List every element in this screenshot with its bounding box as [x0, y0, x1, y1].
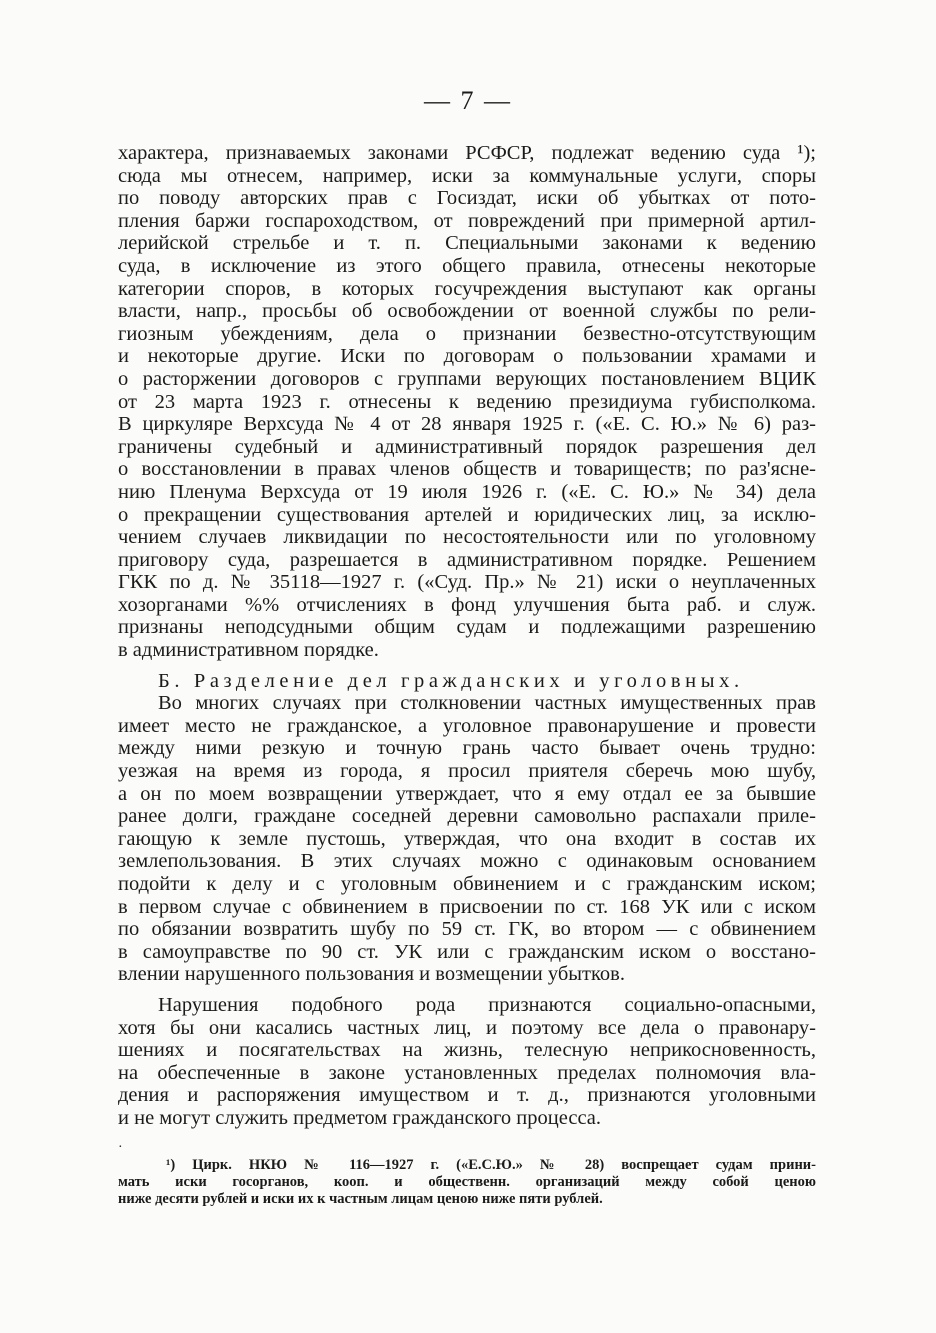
- text-line: дения и распоряжения имуществом и т. д., признаются уголовными: [118, 1084, 816, 1107]
- text-line: гиозным убеждениям, дела о признании безвестно-отсутствующим: [118, 322, 816, 345]
- paragraph-1: [118, 142, 816, 662]
- footnote-line: ниже десяти рублей и иски их к частным лицам ценою ниже пяти рублей.: [118, 1191, 603, 1208]
- text-line: о восстановлении в правах членов обществ и товариществ; по раз'ясне-: [118, 458, 816, 481]
- text-line: ГКК по д. № 35118—1927 г. («Суд. Пр.» № 21) иски о неуплаченных: [118, 571, 816, 594]
- text-line: на обеспеченные в законе установленных пределах полномочия вла-: [118, 1061, 816, 1084]
- main-text: [118, 142, 816, 1130]
- text-line: имеет место не гражданское, а уголовное правонарушение и провести: [118, 714, 816, 737]
- text-line: характера, признаваемых законами РСФСР, подлежат ведению суда ¹);: [118, 142, 816, 164]
- text-line: между ними резкую и точную грань часто бывает очень трудно:: [118, 737, 816, 760]
- text-line: в административном порядке.: [118, 639, 379, 662]
- text-line: нию Пленума Верхсуда от 19 июля 1926 г. («Е. С. Ю.» № 34) дела: [118, 480, 816, 503]
- text-line: влении нарушенного пользования и возмещении убытков.: [118, 963, 625, 986]
- footnote: [118, 1157, 816, 1209]
- section-heading: Б. Разделение дел гражданских и уголовных.: [158, 669, 744, 692]
- text-line: о расторжении договоров с группами верующих постановлением ВЦИК: [118, 367, 816, 390]
- text-line: хотя бы они касались частных лиц, и поэтому все дела о правонару-: [118, 1016, 816, 1039]
- text-line: чением случаев ликвидации по несостоятельности или по уголовному: [118, 526, 816, 549]
- text-line: сюда мы отнесем, например, иски за коммунальные услуги, споры: [118, 164, 816, 187]
- text-line: хозорганами %% отчислениях в фонд улучшения быта раб. и служ.: [118, 593, 816, 616]
- page-number: — 7 —: [424, 86, 512, 115]
- text-line: в самоуправстве по 90 ст. УК или с гражданским иском о восстано-: [118, 940, 816, 963]
- text-line: а он по моем возвращении утверждает, что я ему отдал ее за бывшие: [118, 782, 816, 805]
- text-line: о прекращении существования артелей и юридических лиц, за исклю-: [118, 503, 816, 526]
- text-line: власти, напр., просьбы об освобождении от военной службы по рели-: [118, 300, 816, 323]
- footnote-line: мать иски госорганов, кооп. и общественн. организаций между собой ценою: [118, 1174, 816, 1191]
- text-line: В циркуляре Верхсуда № 4 от 28 января 1925 г. («Е. С. Ю.» № 6) раз-: [118, 413, 816, 436]
- footnote-marker-dot: ·: [118, 1140, 123, 1155]
- text-line: граничены судебный и административный порядок разрешения дел: [118, 435, 816, 458]
- text-line: шениях и посягательствах на жизнь, телесную неприкосновенность,: [118, 1039, 816, 1062]
- footnote-line: ¹) Цирк. НКЮ № 116—1927 г. («Е.С.Ю.» № 28) воспрещает судам прини-: [166, 1157, 816, 1173]
- text-line: землепользования. В этих случаях можно с одинаковым основанием: [118, 850, 816, 873]
- text-line: по поводу авторских прав с Госиздат, иски об убытках от пото-: [118, 187, 816, 210]
- text-line: пления баржи госпароходством, от повреждений при примерной артил-: [118, 209, 816, 232]
- text-line: уезжая на время из города, я просил приятеля сберечь мою шубу,: [118, 760, 816, 783]
- text-line: приговору суда, разрешается в административном порядке. Решением: [118, 548, 816, 571]
- text-line: по обязании возвратить шубу по 59 ст. ГК, во втором — с обвинением: [118, 918, 816, 941]
- text-line: лерийской стрельбе и т. п. Специальными законами к ведению: [118, 232, 816, 255]
- text-line: Во многих случаях при столкновении частных имущественных прав: [158, 692, 816, 715]
- text-line: от 23 марта 1923 г. отнесены к ведению президиума губисполкома.: [118, 390, 816, 413]
- text-line: и не могут служить предметом гражданского процесса.: [118, 1106, 602, 1129]
- text-line: признаны неподсудными общим судам и подлежащими разрешению: [118, 616, 816, 639]
- paragraph-2: [118, 692, 816, 986]
- text-line: в первом случае с обвинением в присвоении по ст. 168 УК или с иском: [118, 895, 816, 918]
- text-line: суда, в исключение из этого общего правила, отнесены некоторые: [118, 254, 816, 277]
- text-line: ранее долги, граждане соседней деревни самовольно распахали приле-: [118, 805, 816, 828]
- text-line: категории споров, в которых госучреждения выступают как органы: [118, 277, 816, 300]
- paragraph-3: [118, 994, 816, 1130]
- text-line: и некоторые другие. Иски по договорам о пользовании храмами и: [118, 345, 816, 368]
- text-line: гающую к земле пустошь, утверждая, что она входит в состав их: [118, 827, 816, 850]
- text-line: Нарушения подобного рода признаются социально-опасными,: [158, 993, 816, 1016]
- text-line: подойти к делу и с уголовным обвинением и с гражданским иском;: [118, 873, 816, 895]
